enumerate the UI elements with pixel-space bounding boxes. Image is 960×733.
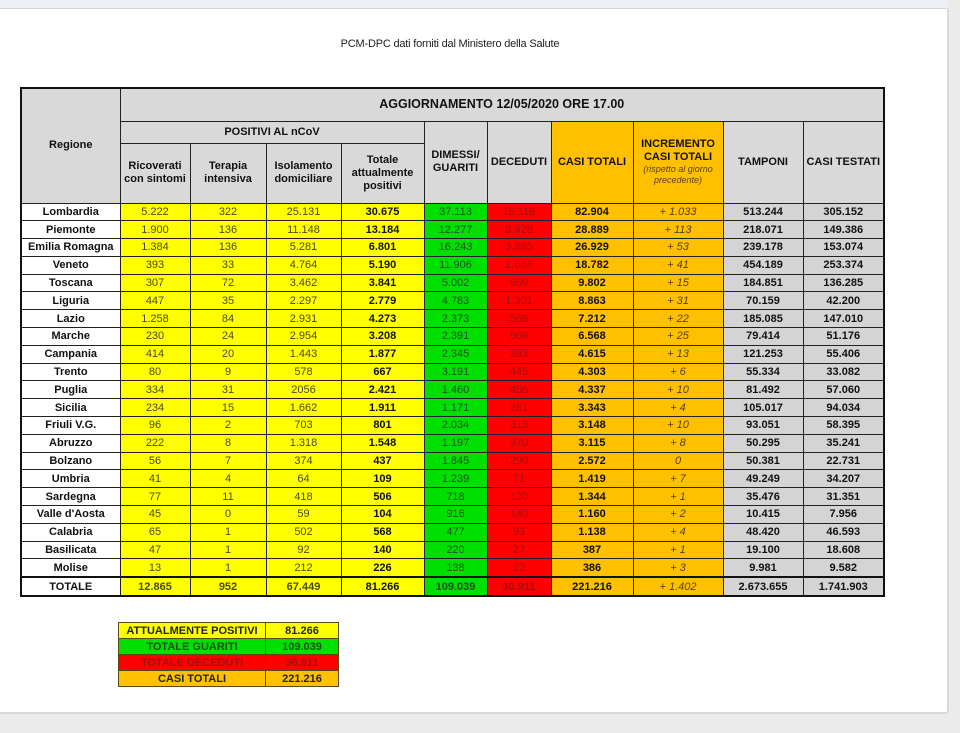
cell-isolamento: 1.662 [266, 399, 341, 417]
cell-isolamento: 502 [266, 523, 341, 541]
cell-casi-testati: 22.731 [803, 452, 884, 470]
cell-totale-positivi: 1.877 [341, 345, 424, 363]
cell-totale-positivi: 109 [341, 470, 424, 488]
table-row [21, 470, 884, 488]
cell-deceduti: 3.428 [487, 221, 551, 239]
header-casi-testati: CASI TESTATI [803, 121, 884, 203]
cell-isolamento: 92 [266, 541, 341, 559]
cell-dimessi: 12.277 [424, 221, 487, 239]
cell-totale-positivi: 1.911 [341, 399, 424, 417]
cell-tamponi: 454.189 [723, 256, 803, 274]
cell-ricoverati: 447 [120, 292, 190, 310]
cell-regione: Bolzano [21, 452, 120, 470]
header-dimessi: DIMESSI/ GUARITI [424, 121, 487, 203]
cell-casi-totali: 18.782 [551, 256, 633, 274]
table-row [21, 221, 884, 239]
cell-deceduti: 456 [487, 381, 551, 399]
cell-isolamento: 2056 [266, 381, 341, 399]
cell-terapia: 952 [190, 577, 266, 596]
cell-regione: Campania [21, 345, 120, 363]
cell-totale-positivi: 506 [341, 488, 424, 506]
cell-tamponi: 49.249 [723, 470, 803, 488]
cell-deceduti: 290 [487, 452, 551, 470]
cell-terapia: 24 [190, 328, 266, 346]
cell-tamponi: 35.476 [723, 488, 803, 506]
cell-deceduti: 93 [487, 523, 551, 541]
cell-ricoverati: 80 [120, 363, 190, 381]
header-tamponi: TAMPONI [723, 121, 803, 203]
header-isolamento: Isolamento domiciliare [266, 143, 341, 203]
cell-dimessi: 2.034 [424, 417, 487, 435]
cell-totale-positivi: 801 [341, 417, 424, 435]
cell-casi-totali: 1.138 [551, 523, 633, 541]
cell-ricoverati: 13 [120, 559, 190, 577]
cell-totale-positivi: 1.548 [341, 434, 424, 452]
cell-casi-testati: 51.176 [803, 328, 884, 346]
cell-isolamento: 374 [266, 452, 341, 470]
table-row [21, 399, 884, 417]
cell-terapia: 136 [190, 221, 266, 239]
cell-casi-totali: 2.572 [551, 452, 633, 470]
header-update-date: AGGIORNAMENTO 12/05/2020 ORE 17.00 [120, 88, 884, 121]
cell-dimessi: 1.460 [424, 381, 487, 399]
cell-casi-testati: 305.152 [803, 203, 884, 221]
cell-totale-positivi: 6.801 [341, 239, 424, 257]
cell-incremento: + 53 [633, 239, 723, 257]
cell-incremento: + 10 [633, 381, 723, 399]
cell-tamponi: 48.420 [723, 523, 803, 541]
cell-ricoverati: 1.258 [120, 310, 190, 328]
cell-totale-positivi: 2.779 [341, 292, 424, 310]
cell-dimessi: 1.845 [424, 452, 487, 470]
cell-terapia: 7 [190, 452, 266, 470]
table-row [21, 381, 884, 399]
cell-incremento: + 41 [633, 256, 723, 274]
cell-casi-totali: 26.929 [551, 239, 633, 257]
cell-isolamento: 4.764 [266, 256, 341, 274]
cell-totale-positivi: 3.841 [341, 274, 424, 292]
cell-ricoverati: 393 [120, 256, 190, 274]
cell-terapia: 4 [190, 470, 266, 488]
cell-casi-totali: 387 [551, 541, 633, 559]
cell-tamponi: 93.051 [723, 417, 803, 435]
summary-row-guariti [119, 639, 339, 655]
cell-regione: Marche [21, 328, 120, 346]
cell-ricoverati: 56 [120, 452, 190, 470]
cell-isolamento: 2.931 [266, 310, 341, 328]
cell-terapia: 136 [190, 239, 266, 257]
header-incremento-label: INCREMENTO CASI TOTALI [641, 138, 715, 163]
cell-isolamento: 25.131 [266, 203, 341, 221]
cell-terapia: 11 [190, 488, 266, 506]
cell-casi-totali: 221.216 [551, 577, 633, 596]
cell-ricoverati: 222 [120, 434, 190, 452]
cell-terapia: 1 [190, 541, 266, 559]
cell-incremento: + 1 [633, 541, 723, 559]
cell-casi-totali: 7.212 [551, 310, 633, 328]
cell-regione: Liguria [21, 292, 120, 310]
cell-terapia: 72 [190, 274, 266, 292]
cell-dimessi: 916 [424, 506, 487, 524]
summary-label: ATTUALMENTE POSITIVI [119, 623, 266, 639]
cell-casi-totali: 386 [551, 559, 633, 577]
cell-casi-totali: 4.337 [551, 381, 633, 399]
cell-deceduti: 27 [487, 541, 551, 559]
cell-terapia: 20 [190, 345, 266, 363]
cell-isolamento: 11.148 [266, 221, 341, 239]
cell-dimessi: 109.039 [424, 577, 487, 596]
cell-terapia: 322 [190, 203, 266, 221]
cell-terapia: 15 [190, 399, 266, 417]
cell-ricoverati: 230 [120, 328, 190, 346]
table-row-totale [21, 577, 884, 596]
cell-dimessi: 16.243 [424, 239, 487, 257]
cell-ricoverati: 12.865 [120, 577, 190, 596]
cell-casi-totali: 4.615 [551, 345, 633, 363]
cell-dimessi: 4.783 [424, 292, 487, 310]
cell-tamponi: 218.071 [723, 221, 803, 239]
cell-incremento: + 3 [633, 559, 723, 577]
cell-regione: Sicilia [21, 399, 120, 417]
cell-dimessi: 37.113 [424, 203, 487, 221]
cell-deceduti: 120 [487, 488, 551, 506]
cell-casi-totali: 3.115 [551, 434, 633, 452]
cell-regione: Lombardia [21, 203, 120, 221]
cell-incremento: + 1.402 [633, 577, 723, 596]
table-row [21, 203, 884, 221]
cell-dimessi: 2.391 [424, 328, 487, 346]
cell-casi-totali: 6.568 [551, 328, 633, 346]
header-incremento [633, 121, 723, 203]
cell-dimessi: 1.197 [424, 434, 487, 452]
summary-row-deceduti [119, 655, 339, 671]
cell-regione: Piemonte [21, 221, 120, 239]
cell-deceduti: 15.116 [487, 203, 551, 221]
cell-dimessi: 220 [424, 541, 487, 559]
cell-ricoverati: 307 [120, 274, 190, 292]
cell-regione: TOTALE [21, 577, 120, 596]
cell-deceduti: 261 [487, 399, 551, 417]
cell-regione: Umbria [21, 470, 120, 488]
summary-row-positivi [119, 623, 339, 639]
cell-ricoverati: 41 [120, 470, 190, 488]
cell-ricoverati: 1.900 [120, 221, 190, 239]
cell-incremento: + 1 [633, 488, 723, 506]
cell-casi-totali: 4.303 [551, 363, 633, 381]
cell-terapia: 0 [190, 506, 266, 524]
browser-top-bar [0, 0, 948, 9]
table-row [21, 434, 884, 452]
header-positivi-group: POSITIVI AL nCoV [120, 121, 424, 143]
cell-incremento: + 22 [633, 310, 723, 328]
cell-deceduti: 959 [487, 274, 551, 292]
cell-deceduti: 313 [487, 417, 551, 435]
cell-tamponi: 10.415 [723, 506, 803, 524]
cell-regione: Veneto [21, 256, 120, 274]
cell-totale-positivi: 13.184 [341, 221, 424, 239]
cell-deceduti: 1.686 [487, 256, 551, 274]
cell-isolamento: 212 [266, 559, 341, 577]
cell-deceduti: 566 [487, 310, 551, 328]
cell-regione: Puglia [21, 381, 120, 399]
table-row [21, 417, 884, 435]
cell-casi-testati: 46.593 [803, 523, 884, 541]
cell-deceduti: 22 [487, 559, 551, 577]
cell-regione: Molise [21, 559, 120, 577]
table-row [21, 541, 884, 559]
cell-ricoverati: 47 [120, 541, 190, 559]
cell-terapia: 31 [190, 381, 266, 399]
cell-totale-positivi: 5.190 [341, 256, 424, 274]
cell-ricoverati: 77 [120, 488, 190, 506]
cell-terapia: 8 [190, 434, 266, 452]
table-row [21, 292, 884, 310]
cell-dimessi: 1.239 [424, 470, 487, 488]
cell-isolamento: 418 [266, 488, 341, 506]
cell-casi-testati: 1.741.903 [803, 577, 884, 596]
cell-deceduti: 393 [487, 345, 551, 363]
cell-dimessi: 138 [424, 559, 487, 577]
summary-label: CASI TOTALI [119, 671, 266, 687]
cell-dimessi: 1.171 [424, 399, 487, 417]
cell-dimessi: 718 [424, 488, 487, 506]
cell-tamponi: 184.851 [723, 274, 803, 292]
cell-tamponi: 239.178 [723, 239, 803, 257]
header-totale-positivi: Totale attualmente positivi [341, 143, 424, 203]
covid-regions-table [20, 87, 885, 597]
cell-casi-totali: 3.148 [551, 417, 633, 435]
header-regione: Regione [21, 88, 120, 203]
cell-incremento: 0 [633, 452, 723, 470]
cell-dimessi: 477 [424, 523, 487, 541]
cell-tamponi: 81.492 [723, 381, 803, 399]
cell-terapia: 1 [190, 523, 266, 541]
cell-casi-testati: 136.285 [803, 274, 884, 292]
header-casi-totali: CASI TOTALI [551, 121, 633, 203]
cell-casi-testati: 57.060 [803, 381, 884, 399]
header-incremento-note: (rispetto al giorno precedente) [643, 164, 713, 185]
summary-label: TOTALE GUARITI [119, 639, 266, 655]
cell-casi-testati: 58.395 [803, 417, 884, 435]
cell-terapia: 9 [190, 363, 266, 381]
cell-ricoverati: 334 [120, 381, 190, 399]
cell-regione: Friuli V.G. [21, 417, 120, 435]
cell-incremento: + 4 [633, 399, 723, 417]
cell-casi-testati: 42.200 [803, 292, 884, 310]
cell-regione: Emilia Romagna [21, 239, 120, 257]
cell-isolamento: 578 [266, 363, 341, 381]
cell-regione: Valle d'Aosta [21, 506, 120, 524]
cell-totale-positivi: 104 [341, 506, 424, 524]
cell-incremento: + 113 [633, 221, 723, 239]
table-row [21, 523, 884, 541]
summary-row-casi [119, 671, 339, 687]
cell-casi-testati: 9.582 [803, 559, 884, 577]
cell-incremento: + 25 [633, 328, 723, 346]
cell-terapia: 33 [190, 256, 266, 274]
cell-deceduti: 30.911 [487, 577, 551, 596]
cell-ricoverati: 5.222 [120, 203, 190, 221]
cell-deceduti: 71 [487, 470, 551, 488]
cell-tamponi: 50.381 [723, 452, 803, 470]
cell-totale-positivi: 140 [341, 541, 424, 559]
summary-label: TOTALE DECEDUTI [119, 655, 266, 671]
cell-deceduti: 445 [487, 363, 551, 381]
summary-value: 109.039 [266, 639, 339, 655]
cell-tamponi: 9.981 [723, 559, 803, 577]
cell-deceduti: 1.301 [487, 292, 551, 310]
cell-tamponi: 19.100 [723, 541, 803, 559]
cell-totale-positivi: 437 [341, 452, 424, 470]
cell-casi-totali: 1.419 [551, 470, 633, 488]
cell-regione: Abruzzo [21, 434, 120, 452]
header-terapia: Terapia intensiva [190, 143, 266, 203]
cell-regione: Trento [21, 363, 120, 381]
cell-dimessi: 11.906 [424, 256, 487, 274]
summary-value: 30.911 [266, 655, 339, 671]
cell-incremento: + 7 [633, 470, 723, 488]
cell-incremento: + 13 [633, 345, 723, 363]
cell-casi-testati: 7.956 [803, 506, 884, 524]
cell-incremento: + 10 [633, 417, 723, 435]
cell-isolamento: 67.449 [266, 577, 341, 596]
cell-isolamento: 3.462 [266, 274, 341, 292]
table-row [21, 345, 884, 363]
cell-casi-testati: 153.074 [803, 239, 884, 257]
cell-casi-totali: 28.889 [551, 221, 633, 239]
cell-casi-testati: 55.406 [803, 345, 884, 363]
cell-deceduti: 370 [487, 434, 551, 452]
cell-casi-totali: 9.802 [551, 274, 633, 292]
table-row [21, 452, 884, 470]
cell-totale-positivi: 81.266 [341, 577, 424, 596]
cell-tamponi: 121.253 [723, 345, 803, 363]
cell-casi-testati: 94.034 [803, 399, 884, 417]
cell-terapia: 35 [190, 292, 266, 310]
summary-value: 221.216 [266, 671, 339, 687]
header-deceduti: DECEDUTI [487, 121, 551, 203]
cell-dimessi: 2.345 [424, 345, 487, 363]
cell-casi-testati: 35.241 [803, 434, 884, 452]
cell-casi-testati: 33.082 [803, 363, 884, 381]
cell-tamponi: 185.085 [723, 310, 803, 328]
cell-isolamento: 64 [266, 470, 341, 488]
cell-isolamento: 1.318 [266, 434, 341, 452]
cell-regione: Calabria [21, 523, 120, 541]
cell-casi-testati: 18.608 [803, 541, 884, 559]
cell-deceduti: 969 [487, 328, 551, 346]
cell-tamponi: 2.673.655 [723, 577, 803, 596]
table-row [21, 506, 884, 524]
cell-dimessi: 2.373 [424, 310, 487, 328]
table-row [21, 239, 884, 257]
cell-totale-positivi: 3.208 [341, 328, 424, 346]
cell-totale-positivi: 568 [341, 523, 424, 541]
cell-casi-totali: 3.343 [551, 399, 633, 417]
cell-tamponi: 50.295 [723, 434, 803, 452]
cell-isolamento: 2.954 [266, 328, 341, 346]
cell-casi-totali: 1.160 [551, 506, 633, 524]
source-caption: PCM-DPC dati forniti dal Ministero della Salute [340, 38, 560, 50]
table-row [21, 310, 884, 328]
cell-ricoverati: 414 [120, 345, 190, 363]
cell-regione: Sardegna [21, 488, 120, 506]
cell-casi-totali: 8.863 [551, 292, 633, 310]
cell-ricoverati: 96 [120, 417, 190, 435]
cell-incremento: + 15 [633, 274, 723, 292]
cell-isolamento: 5.281 [266, 239, 341, 257]
cell-dimessi: 5.002 [424, 274, 487, 292]
cell-isolamento: 59 [266, 506, 341, 524]
table-row [21, 256, 884, 274]
cell-ricoverati: 1.384 [120, 239, 190, 257]
cell-ricoverati: 65 [120, 523, 190, 541]
cell-terapia: 1 [190, 559, 266, 577]
cell-incremento: + 2 [633, 506, 723, 524]
cell-casi-totali: 82.904 [551, 203, 633, 221]
cell-terapia: 84 [190, 310, 266, 328]
cell-regione: Lazio [21, 310, 120, 328]
cell-casi-testati: 147.010 [803, 310, 884, 328]
cell-isolamento: 703 [266, 417, 341, 435]
cell-totale-positivi: 4.273 [341, 310, 424, 328]
cell-casi-testati: 34.207 [803, 470, 884, 488]
cell-totale-positivi: 226 [341, 559, 424, 577]
summary-table [118, 622, 339, 687]
table-row [21, 559, 884, 577]
cell-casi-testati: 149.386 [803, 221, 884, 239]
cell-isolamento: 1.443 [266, 345, 341, 363]
summary-value: 81.266 [266, 623, 339, 639]
cell-isolamento: 2.297 [266, 292, 341, 310]
cell-totale-positivi: 667 [341, 363, 424, 381]
cell-tamponi: 513.244 [723, 203, 803, 221]
cell-casi-totali: 1.344 [551, 488, 633, 506]
cell-tamponi: 55.334 [723, 363, 803, 381]
cell-tamponi: 105.017 [723, 399, 803, 417]
cell-ricoverati: 234 [120, 399, 190, 417]
table-row [21, 274, 884, 292]
cell-regione: Toscana [21, 274, 120, 292]
cell-incremento: + 6 [633, 363, 723, 381]
table-row [21, 488, 884, 506]
table-row [21, 363, 884, 381]
cell-casi-testati: 31.351 [803, 488, 884, 506]
cell-regione: Basilicata [21, 541, 120, 559]
cell-deceduti: 3.885 [487, 239, 551, 257]
cell-incremento: + 31 [633, 292, 723, 310]
cell-terapia: 2 [190, 417, 266, 435]
cell-tamponi: 79.414 [723, 328, 803, 346]
cell-incremento: + 8 [633, 434, 723, 452]
cell-incremento: + 4 [633, 523, 723, 541]
cell-incremento: + 1.033 [633, 203, 723, 221]
cell-totale-positivi: 2.421 [341, 381, 424, 399]
cell-casi-testati: 253.374 [803, 256, 884, 274]
cell-tamponi: 70.159 [723, 292, 803, 310]
cell-deceduti: 140 [487, 506, 551, 524]
table-row [21, 328, 884, 346]
cell-ricoverati: 45 [120, 506, 190, 524]
cell-dimessi: 3.191 [424, 363, 487, 381]
cell-totale-positivi: 30.675 [341, 203, 424, 221]
header-ricoverati: Ricoverati con sintomi [120, 143, 190, 203]
